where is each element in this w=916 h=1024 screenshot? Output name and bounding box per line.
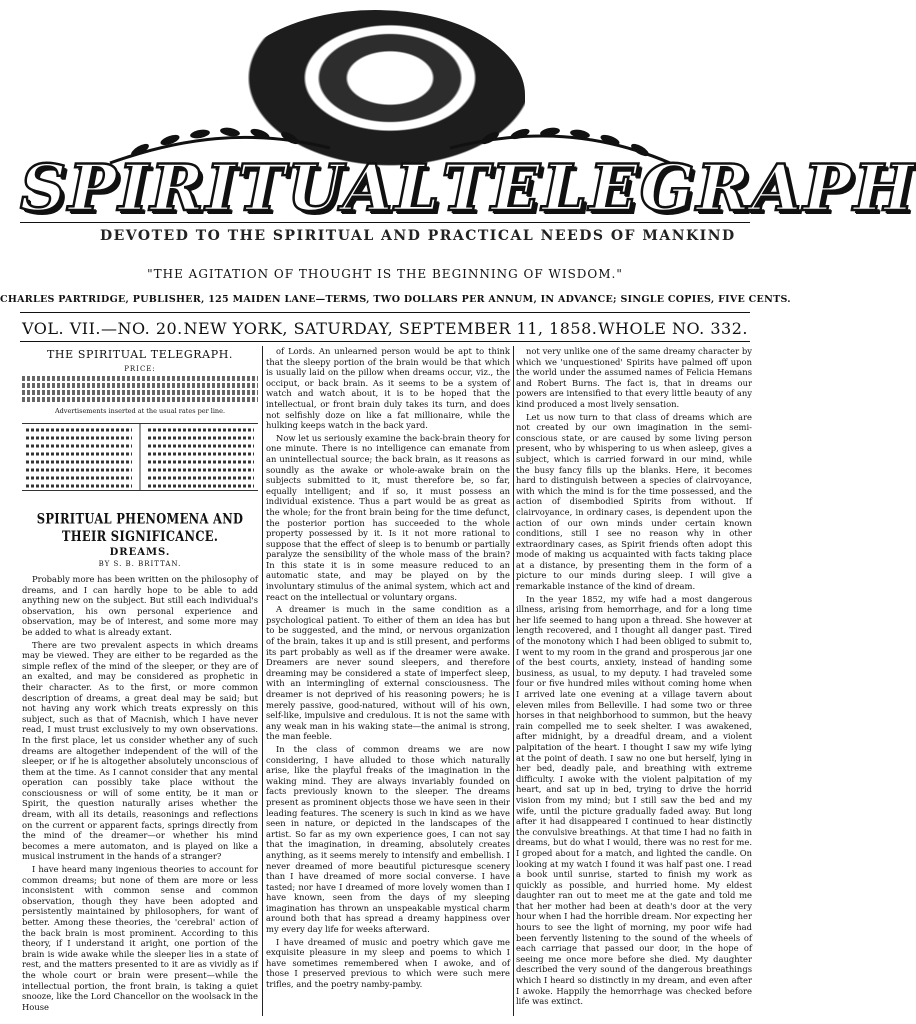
subscription-box-subtitle: PRICE: [124, 365, 156, 373]
place-and-date: NEW YORK, SATURDAY, SEPTEMBER 11, 1858. [183, 318, 598, 338]
body-paragraph: Let us now turn to that class of dreams which are not created by our own imagination in the semi-conscious state, or are caused by some living person present, who by whispering to us when asleep, gives a subject, which is carried forward in our mind, while the busy fancy fills up the blanks. Here, it becomes hard to distinguish between a species of clairvoyance, with which the mind is for the time possessed, and the action of disembodied Spirits from without. If clairvoyance, in ordinary cases, is dependent upon the action of our own minds under certain known conditions, still I see no reason why in other extraordinary cases, as Spirit friends often adopt this mode of making us acquainted with facts taking place at a distance, by presenting them in the form of a picture to our minds during sleep. I will give a remarkable instance of the kind of dream. [516, 411, 752, 592]
body-paragraph: I have dreamed of music and poetry which gave me exquisite pleasure in my sleep and poems to which I have sometimes remembered when I awoke, and of those I preserved previous to which were such mere trifles, and the poetry namby-pamby. [266, 936, 510, 990]
body-paragraph: There are two prevalent aspects in which dreams may be viewed. They are either to be regarded as the simple reflex of the mind of the sleeper, or they are of an exalted, and may be considered as prophetic in their character. As to the first, or more common description of dreams, a great deal may be said; but not having any work which treats expressly on this subject, such as that of Macnish, which I have never read, I must trust exclusively to my own observations. In the first place, let us consider whether any of such dreams are altogether independent of the will of the sleeper, or if he is altogether absolutely unconscious of them at the time. As I cannot consider that any mental operation can possibly take place without the consciousness or will of some entity, be it man or Spirit, the question naturally arises whether the dream, with all its details, reasonings and reflections on the current or apparent facts, springs directly from the mind of the dreamer—or whether his mind becomes a mere automaton, and is played on like a musical instrument in the hands of a stranger? [22, 639, 258, 862]
rate-line [22, 376, 258, 381]
devoted-banner: DEVOTED TO THE SPIRITUAL AND PRACTICAL NEEDS OF MANKIND [100, 228, 736, 244]
body-paragraph: Now let us seriously examine the back-brain theory for one minute. There is no intelligence can emanate from an unintellectual source; the back brain, as it reasons as soundly as the awake or whole-awake brain on the subjects submitted to it, must therefore be, so far, equally intelligent; and if so, it must possess an individual existence. Thus a part would be as great as the whole; for the front brain being for the time defunct, the posterior portion has succeeded to the whole property possessed by it. Is it not more rational to suppose that the effect of sleep is to benumb or partially paralyze the sensibility of the whole mass of the brain? In this state it is in some measure reduced to an automatic state, and may be played on by the involuntary stimulus of the animal system, which act and react on the intellectual or voluntary organs. [266, 432, 510, 602]
dateline-bottom-rule [20, 341, 750, 342]
body-paragraph: Probably more has been written on the philosophy of dreams, and I can hardly hope to be able to add anything new on the subject. But still each individual's observation, his own personal experience and observation, may be of interest, and some more may be added to what is already extant. [22, 574, 258, 637]
whole-number: WHOLE NO. 332. [598, 318, 748, 338]
body-paragraph: In the class of common dreams we are now considering, I have alluded to those which naturally arise, like the playful freaks of the imagination in the waking mind. They are always invariably founded on facts previously known to the sleeper. The dreams present as prominent objects those we have seen in their leading features. The scenery is such in kind as we have seen in nature, or depicted in the landscapes of the artist. So far as my own experience goes, I can not say that the imagination, in dreaming, absolutely creates anything, as it seems merely to intensify and embellish. I never dreamed of more beautiful picturesque scenery than I have dreamed of more social converse. I have tasted; nor have I dreamed of more lovely women than I have known, seen from the days of my sleeping imagination has thrown an unspeakable mystical charm around both that has spread a dreamy happiness over my every day life for weeks afterward. [266, 743, 510, 935]
newspaper-title [20, 150, 916, 226]
publisher-line: CHARLES PARTRIDGE, PUBLISHER, 125 MAIDEN LANE—TERMS, TWO DOLLARS PER ANNUM, IN ADVANCE; SINGLE COPIES, FIVE CENTS. [0, 294, 791, 305]
rate-line [22, 397, 258, 402]
article-title: SPIRITUAL PHENOMENA AND THEIR SIGNIFICANCE. [36, 509, 244, 545]
body-paragraph: I have heard many ingenious theories to account for common dreams; but none of them are more or less inconsistent with common sense and common observation, though they have been adopted and persistently maintained by philosophers, for want of better. Among these theories, the 'cerebral' action of the back brain is most prominent. According to this theory, if I understand it aright, one portion of the brain is wide awake while the sleeper lies in a state of rest, and the matters presented to it are as vividly as if the whole court or brain were present—while the intellectual portion, the front brain, is taking a quiet snooze, like the Lord Chancellor on the woolsack in the House [22, 864, 259, 1012]
body-paragraph: not very unlike one of the same dreamy character by which we 'unquestioned' Spirits have palmed off upon the world under the assumed names of Felicia Hemans and Robert Burns. The fact is, that in dreams our powers are intensified to that every little beauty of any kind produced a most lively sensation. [516, 346, 752, 409]
masthead [20, 8, 916, 228]
masthead-rule [20, 222, 750, 223]
dateline [22, 316, 748, 340]
rate-line [22, 383, 258, 388]
dateline-top-rule [20, 312, 750, 313]
advertising-note: Advertisements inserted at the usual rates per line. [54, 407, 226, 415]
column-2 [266, 346, 510, 1016]
byline: BY S. B. BRITTAN. [98, 560, 182, 568]
column-divider-2 [513, 346, 514, 1016]
column-1 [22, 346, 258, 1016]
motto: "THE AGITATION OF THOUGHT IS THE BEGINNING OF WISDOM." [147, 267, 623, 281]
column-divider-1 [262, 346, 263, 1016]
article-subtitle: DREAMS. [109, 547, 171, 558]
body-paragraph: of Lords. An unlearned person would be apt to think that the sleepy portion of the brain would be that which is usually laid on the pillow when dreams occur, viz., the occiput, or back brain. As it seems to be a system of watch and watch about, it is to be hoped that the intellectual, or front brain duly takes its turn, and does not selfishly doze on like a fat millionaire, while the hulking keeps watch in the back yard. [266, 346, 510, 431]
title-left-word: SPIRITUAL [20, 150, 442, 226]
title-right-word: TELEGRAPH [441, 150, 916, 226]
agents-table [22, 423, 258, 491]
body-paragraph: In the year 1852, my wife had a most dangerous illness, arising from hemorrhage, and for a long time her life seemed to hang upon a thread. She however at length recovered, and I thought all danger past. Tired of the monotony which I had been obliged to submit to, I went to my room in the grand and prosperous jar one of the best courts, anxiety, instead of handing some business, as usual, to my deputy. I had traveled some four or five hundred miles without coming home when I arrived late one evening at a village tavern about eleven miles from Belleville. I had some two or three horses in that neighborhood to summon, but the heavy rain compelled me to seek shelter. I was awakened, after midnight, by a dreadful dream, and a violent palpitation of the heart. I thought I saw my wife lying at the point of death. I saw no one but herself, lying in her bed, deadly pale, and breathing with extreme difficulty. I awoke with the violent palpitation of my heart, and sat up in bed, trying to drive the horrid vision from my mind; but I still saw the bed and my wife, until the picture gradually faded away. But long after it had disappeared I continued to hear distinctly the convulsive breathings. At that time I had no faith in dreams, but do what I would, there was no rest for me. I groped about for a match, and lighted the candle. On looking at my watch I found it was half past one. I read a book until sunrise, started to finish my work as quickly as possible, and hurried home. My eldest daughter ran out to meet me at the gate and told me that her mother had been at death's door at the very hour when I had the horrible dream. Nor expecting her hours to see the light of morning, my poor wife had been fervently listening to the sound of the wheels of each carriage that passed our door, in the hope of seeing me once more before she died. My daughter described the very sound of the dangerous breathings which I heard so distinctly in my dream, and even after I awoke. Happily the hemorrhage was checked before life was extinct. [516, 593, 752, 1007]
rate-line [22, 390, 258, 395]
volume-number: VOL. VII.—NO. 20. [22, 318, 183, 338]
subscription-box-title: THE SPIRITUAL TELEGRAPH. [47, 348, 233, 361]
body-paragraph: A dreamer is much in the same condition as a psychological patient. To either of them an idea has but to be suggested, and the mind, or nervous organization of the brain, takes it up and is still present, and performs its part probably as well as if the dreamer were awake. Dreamers are never sound sleepers, and therefore dreaming may be considered a state of imperfect sleep, with an intermingling of external consciousness. The dreamer is not deprived of his reasoning powers; he is merely passive, good-natured, without will of his own, self-like, impulsive and credulous. It is not the same with any weak man in his waking state—the animal is strong, the man feeble. [266, 604, 510, 742]
column-3 [516, 346, 752, 1016]
